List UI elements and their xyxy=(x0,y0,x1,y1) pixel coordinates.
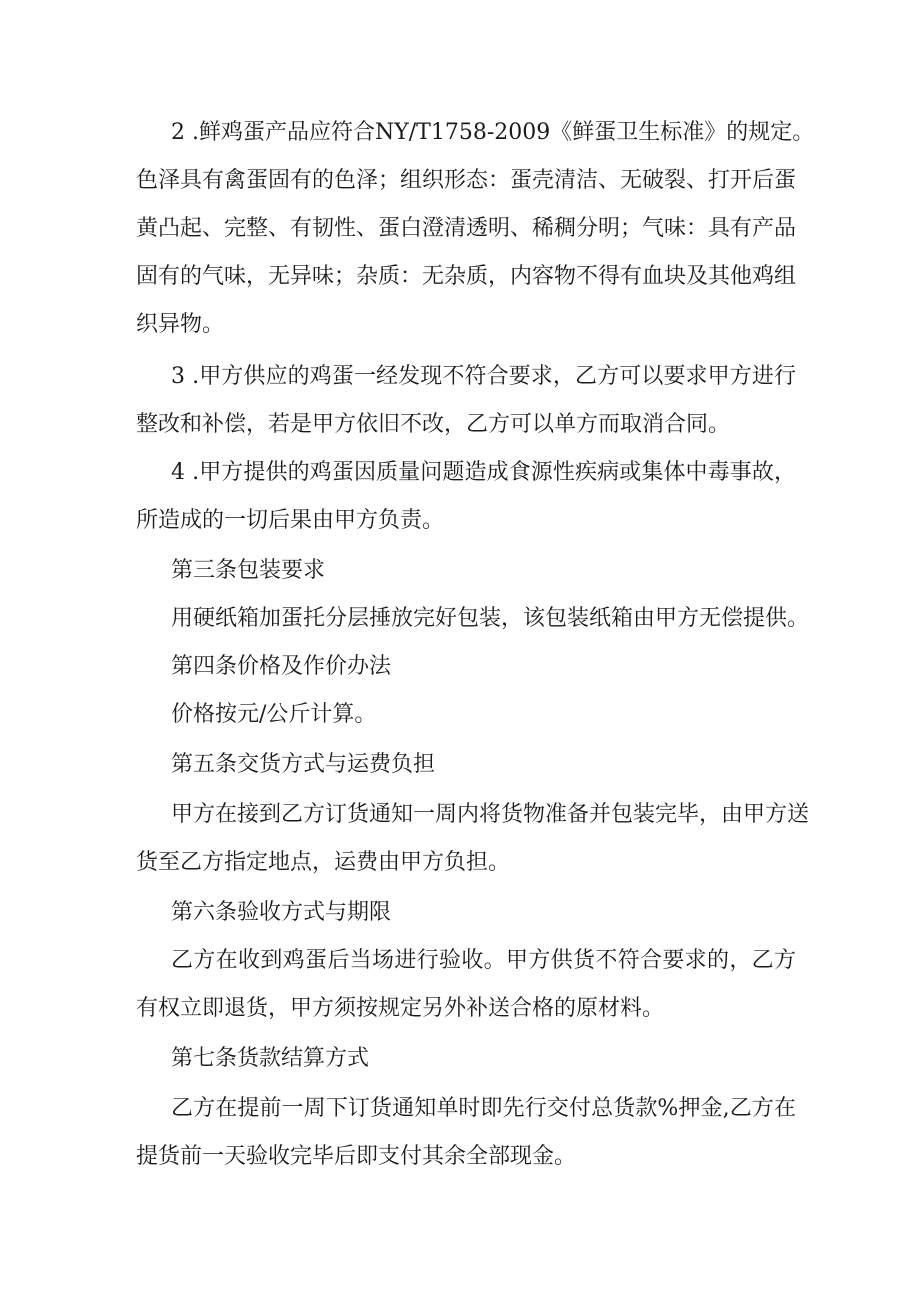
article-7-body-line-1: 乙方在提前一周下订货通知单时即先行交付总货款%押金,乙方在 xyxy=(171,1096,796,1121)
article-5-body-line-1: 甲方在接到乙方订货通知一周内将货物准备并包装完毕，由甲方送 xyxy=(171,802,810,827)
article-3-heading: 第三条包装要求 xyxy=(171,558,326,583)
article-5-heading: 第五条交货方式与运费负担 xyxy=(171,752,436,777)
paragraph-2-line-5: 织异物。 xyxy=(136,312,225,337)
paragraph-3-line-1: 3 .甲方供应的鸡蛋一经发现不符合要求，乙方可以要求甲方进行 xyxy=(171,364,796,389)
article-4-heading: 第四条价格及作价办法 xyxy=(171,654,392,679)
article-6-body-line-1: 乙方在收到鸡蛋后当场进行验收。甲方供货不符合要求的，乙方 xyxy=(171,948,796,973)
paragraph-2-line-2: 色泽具有禽蛋固有的色泽；组织形态：蛋壳清洁、无破裂、打开后蛋 xyxy=(136,168,797,193)
paragraph-4-line-1: 4 .甲方提供的鸡蛋因质量问题造成食源性疾病或集体中毒事故， xyxy=(171,460,796,485)
article-3-body: 用硬纸箱加蛋托分层捶放完好包装，该包装纸箱由甲方无偿提供。 xyxy=(171,606,810,631)
paragraph-3-line-2: 整改和补偿，若是甲方依旧不改，乙方可以单方而取消合同。 xyxy=(136,412,731,437)
paragraph-2-line-3: 黄凸起、完整、有韧性、蛋白澄清透明、稀稠分明；气味：具有产品 xyxy=(136,216,797,241)
paragraph-2-line-1: 2 .鲜鸡蛋产品应符合NY/T1758-2009《鲜蛋卫生标准》的规定。 xyxy=(171,120,815,145)
article-7-heading: 第七条货款结算方式 xyxy=(171,1046,370,1071)
article-5-body-line-2: 货至乙方指定地点，运费由甲方负担。 xyxy=(136,850,511,875)
paragraph-4-line-2: 所造成的一切后果由甲方负责。 xyxy=(136,508,445,533)
article-6-body-line-2: 有权立即退货，甲方须按规定另外补送合格的原材料。 xyxy=(136,996,665,1021)
article-4-body: 价格按元/公斤计算。 xyxy=(171,702,377,727)
paragraph-2-line-4: 固有的气味，无异味；杂质：无杂质，内容物不得有血块及其他鸡组 xyxy=(136,264,797,289)
article-7-body-line-2: 提货前一天验收完毕后即支付其余全部现金。 xyxy=(136,1144,577,1169)
article-6-heading: 第六条验收方式与期限 xyxy=(171,900,392,925)
